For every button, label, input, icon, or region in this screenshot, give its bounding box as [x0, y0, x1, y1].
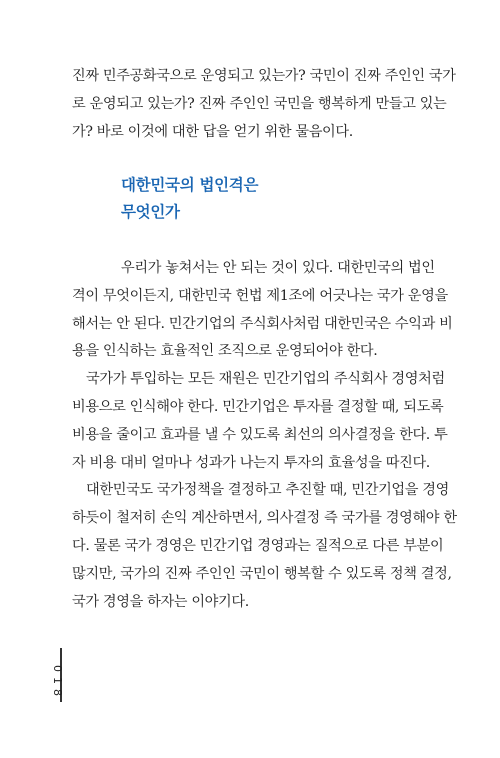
body-line: 많지만, 국가의 진짜 주인인 국민이 행복할 수 있도록 정책 결정, [72, 565, 452, 582]
body-line: 용을 인식하는 효율적인 조직으로 운영되어야 한다. [72, 343, 378, 360]
body-line: 하듯이 철저히 손익 계산하면서, 의사결정 즉 국가를 경영해야 한 [72, 510, 457, 527]
body-line: 국가 경영을 하자는 이야기다. [72, 593, 249, 610]
section-heading-line: 무엇인가 [121, 203, 180, 221]
body-line: 자 비용 대비 얼마나 성과가 나는지 투자의 효율성을 따진다. [72, 454, 430, 471]
body-line: 비용을 줄이고 효과를 낼 수 있도록 최선의 의사결정을 한다. 투 [72, 426, 448, 443]
body-paragraph [72, 366, 448, 477]
intro-line: 로 운영되고 있는가? 진짜 주인인 국민을 행복하게 만들고 있는 [72, 95, 447, 112]
body-text [72, 255, 457, 616]
section-heading [121, 172, 258, 226]
intro-line: 진짜 민주공화국으로 운영되고 있는가? 국민이 진짜 주인인 국가 [72, 68, 456, 84]
body-line: 다. 물론 국가 경영은 민간기업 경영과는 질적으로 다른 부분이 [72, 537, 444, 554]
intro-line: 가? 바로 이것에 대한 답을 얻기 위한 물음이다. [72, 123, 353, 140]
body-line: 격이 무엇이든지, 대한민국 헌법 제1조에 어긋나는 국가 운영을 [72, 287, 448, 304]
body-paragraph [72, 255, 453, 366]
body-line: 비용으로 인식해야 한다. 민간기업은 투자를 결정할 때, 되도록 [72, 398, 444, 415]
page-number [51, 648, 84, 702]
intro-paragraph [72, 63, 456, 146]
section-heading-line: 대한민국의 법인격은 [121, 176, 259, 194]
page-number-text: 018 [51, 665, 64, 701]
body-line: 국가가 투입하는 모든 재원은 민간기업의 주식회사 경영처럼 [86, 371, 445, 388]
body-paragraph [72, 477, 457, 616]
body-line: 대한민국도 국가정책을 결정하고 추진할 때, 민간기업을 경영 [86, 482, 449, 499]
body-line: 해서는 안 된다. 민간기업의 주식회사처럼 대한민국은 수익과 비 [72, 315, 453, 332]
body-line: 우리가 놓쳐서는 안 되는 것이 있다. 대한민국의 법인 [121, 260, 435, 276]
